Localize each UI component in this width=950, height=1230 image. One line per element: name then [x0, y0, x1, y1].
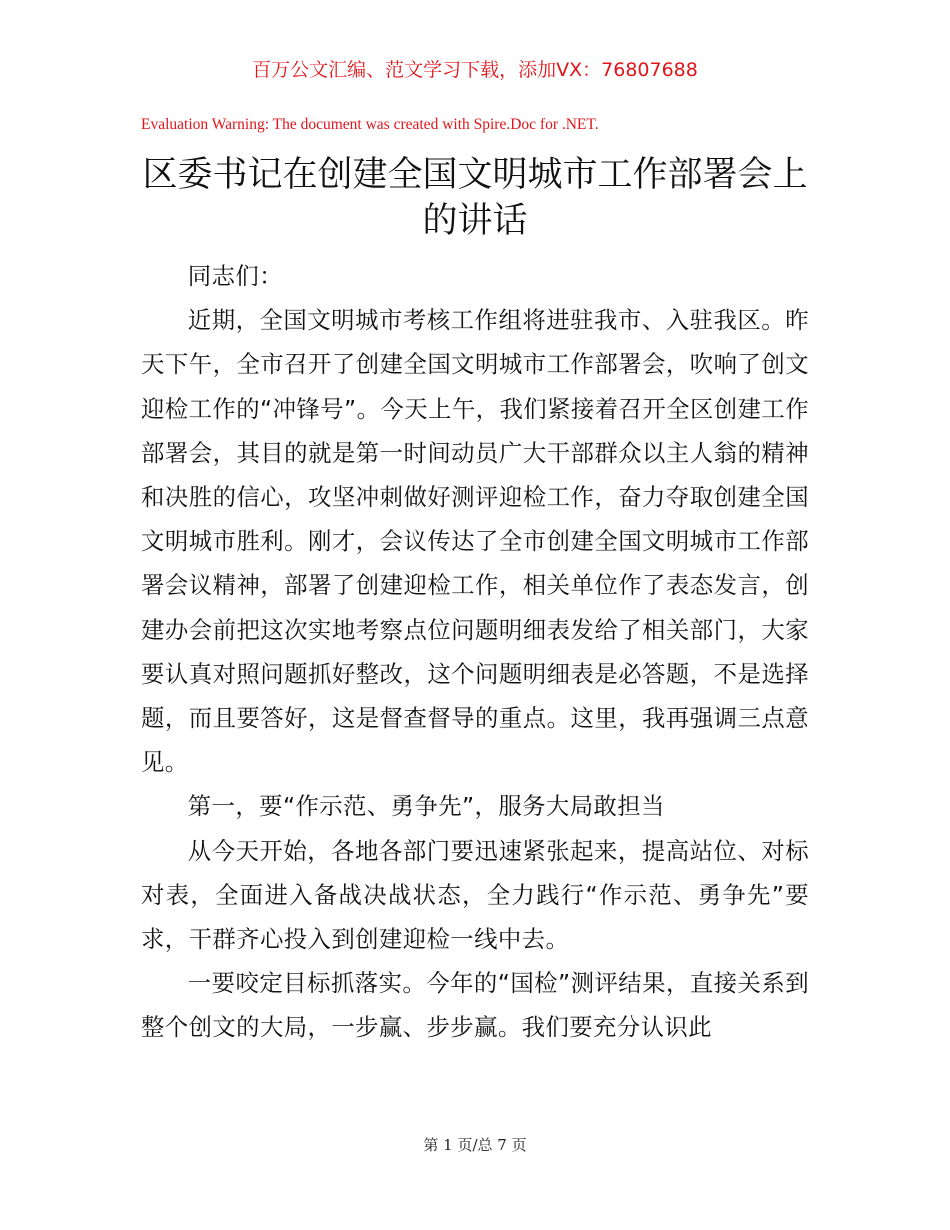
evaluation-warning: Evaluation Warning: The document was created with Spire.Doc for .NET. [141, 116, 599, 133]
paragraph-point-1: 一要咬定目标抓落实。今年的“国检”测评结果，直接关系到整个创文的大局，一步赢、步步赢。我们要充分认识此 [141, 969, 809, 1042]
document-title: 区委书记在创建全国文明城市工作部署会上的讲话 [142, 155, 808, 241]
header-banner: 百万公文汇编、范文学习下载，添加VX：76807688 [252, 59, 698, 81]
section-heading-1: 第一，要“作示范、勇争先”，服务大局敢担当 [187, 792, 665, 821]
document-body [141, 254, 809, 1050]
paragraph-intro: 近期，全国文明城市考核工作组将进驻我市、入驻我区。昨天下午，全市召开了创建全国文明城市工作部署会，吹响了创文迎检工作的“冲锋号”。今天上午，我们紧接着召开全区创建工作部署会，其目的就是第一时间动员广大干部群众以主人翁的精神和决胜的信心，攻坚冲刺做好测评迎检工作，奋力夺取创建全国文明城市胜利。刚才，会议传达了全市创建全国文明城市工作部署会议精神，部署了创建迎检工作，相关单位作了表态发言，创建办会前把这次实地考察点位问题明细表发给了相关部门，大家要认真对照问题抓好整改，这个问题明细表是必答题，不是选择题，而且要答好，这是督查督导的重点。这里，我再强调三点意见。 [141, 306, 809, 777]
salutation: 同志们： [187, 262, 283, 290]
page-indicator: 第 1 页/总 7 页 [423, 1136, 527, 1154]
paragraph-section-1: 从今天开始，各地各部门要迅速紧张起来，提高站位、对标对表，全面进入备战决战状态，全力践行“作示范、勇争先”要求，干群齐心投入到创建迎检一线中去。 [141, 836, 809, 954]
